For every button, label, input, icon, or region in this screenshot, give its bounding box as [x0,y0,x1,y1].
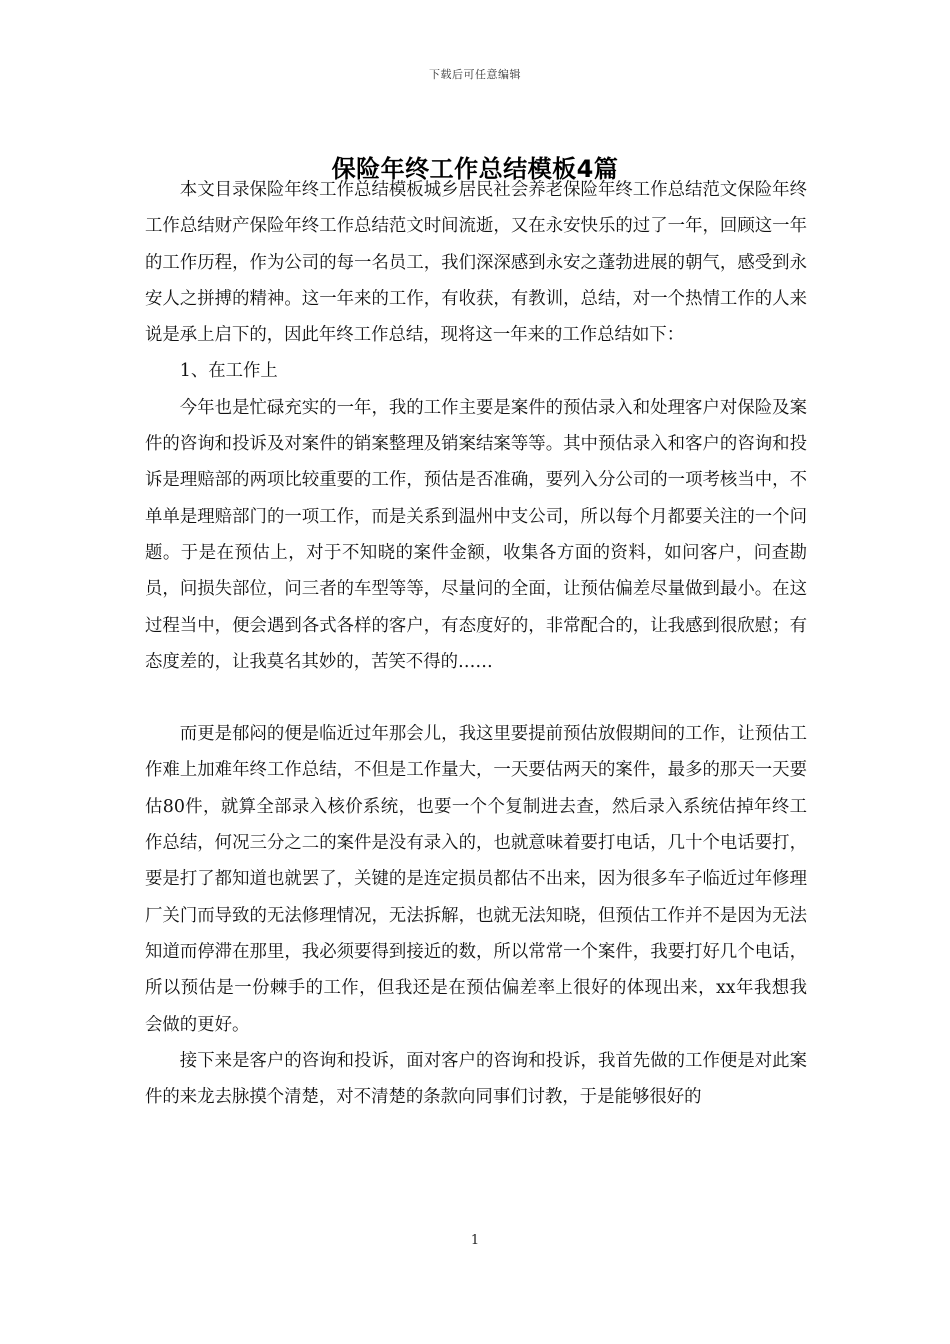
paragraph-intro: 本文目录保险年终工作总结模板城乡居民社会养老保险年终工作总结范文保险年终工作总结财产保险年终工作总结范文时间流逝，又在永安快乐的过了一年，回顾这一年的工作历程，作为公司的每一名员工，我们深深感到永安之蓬勃进展的朝气，感受到永安人之拼搏的精神。这一年来的工作，有收获，有教训，总结，对一个热情工作的人来说是承上启下的，因此年终工作总结，现将这一年来的工作总结如下： [145,180,807,346]
paragraph-holiday: 而更是郁闷的便是临近过年那会儿，我这里要提前预估放假期间的工作，让预估工作难上加难年终工作总结，不但是工作量大，一天要估两天的案件，最多的那天一天要估80件，就算全部录入核价系统，也要一个个复制进去查，然后录入系统估掉年终工作总结，何况三分之二的案件是没有录入的，也就意味着要打电话，几十个电话要打，要是打了都知道也就罢了，关键的是连定损员都估不出来，因为很多车子临近过年修理厂关门而导致的无法修理情况，无法拆解，也就无法知晓，但预估工作并不是因为无法知道而停滞在那里，我必须要得到接近的数，所以常常一个案件，我要打好几个电话，所以预估是一份棘手的工作，但我还是在预估偏差率上很好的体现出来，xx年我想我会做的更好。 [145,724,807,1035]
page-number: 1 [470,1233,480,1248]
header-note: 下载后可任意编辑 [429,68,521,81]
section-heading: 1、在工作上 [179,361,278,382]
document-title: 保险年终工作总结模板4篇 [331,155,619,183]
paragraph-complaints: 接下来是客户的咨询和投诉，面对客户的咨询和投诉，我首先做的工作便是对此案件的来龙去脉摸个清楚，对不清楚的条款向同事们讨教，于是能够很好的 [145,1050,807,1108]
document-body [145,172,807,1115]
paragraph-work: 今年也是忙碌充实的一年，我的工作主要是案件的预估录入和处理客户对保险及案件的咨询和投诉及对案件的销案整理及销案结案等等。其中预估录入和客户的咨询和投诉是理赔部的两项比较重要的工作，预估是否准确，要列入分公司的一项考核当中，不单单是理赔部门的一项工作，而是关系到温州中支公司，所以每个月都要关注的一个问题。于是在预估上，对于不知晓的案件金额，收集各方面的资料，如问客户，问查勘员，问损失部位，问三者的车型等等，尽量问的全面，让预估偏差尽量做到最小。在这过程当中，便会遇到各式各样的客户，有态度好的，非常配合的，让我感到很欣慰；有态度差的，让我莫名其妙的，苦笑不得的…… [145,397,807,672]
